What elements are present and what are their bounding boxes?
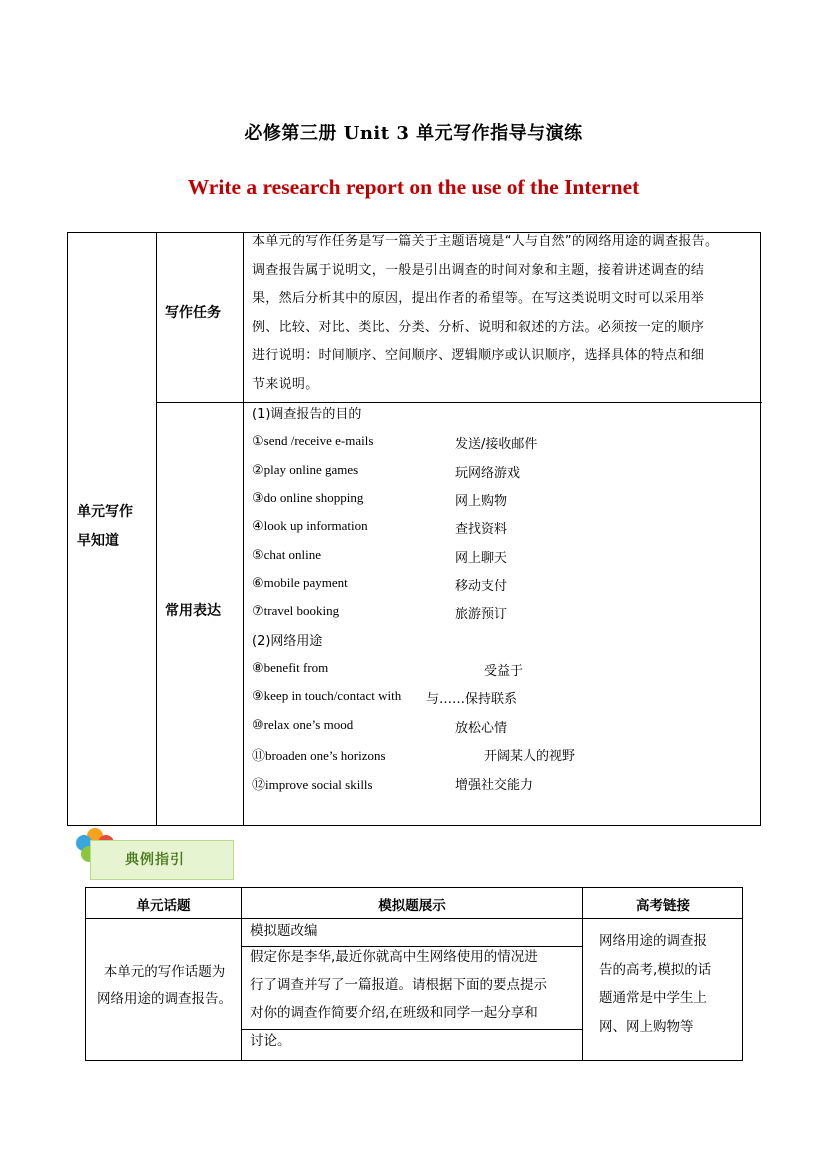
- list-item: ⑤chat online 网上聊天: [252, 547, 508, 566]
- section-purpose: (1)调查报告的目的: [252, 407, 362, 422]
- list-item: ⑧benefit from 受益于: [252, 660, 524, 679]
- unit-topic-text: 本单元的写作话题为 网络用途的调查报告。: [97, 964, 232, 1007]
- writing-task-label: 写作任务: [165, 305, 221, 321]
- common-expressions-label: 常用表达: [165, 603, 221, 619]
- list-item: ⑦travel booking 旅游预订: [252, 603, 508, 622]
- header-gaokao-link: 高考链接: [636, 898, 690, 914]
- mock-question-text: 假定你是李华,最近你就高中生网络使用的情况进 行了调查并写了一篇报道。请根据下面的要点提示 对你的调查作简要介绍,在班级和同学一起分享和 讨论。: [250, 949, 547, 1049]
- page-subtitle: Write a research report on the use of the Internet: [187, 175, 640, 199]
- list-item: ⑫improve social skills 增强社交能力: [252, 777, 534, 793]
- example-table: [85, 887, 743, 1061]
- section-uses: (2)网络用途: [252, 634, 323, 649]
- unit-writing-header: 单元写作 早知道: [77, 504, 133, 549]
- list-item: ②play online games 玩网络游戏: [252, 462, 521, 481]
- mock-question-title: 模拟题改编: [250, 923, 318, 939]
- page-title: 必修第三册 Unit 3 单元写作指导与演练: [244, 123, 583, 144]
- list-item: ⑥mobile payment 移动支付: [252, 575, 508, 594]
- writing-task-text: 本单元的写作任务是写一篇关于主题语境是“人与自然”的网络用途的调查报告。 调查报告属于说明文，一般是引出调查的时间对象和主题，接着讲述调查的结 果，然后分析其中的原因，提出作者的希望等。在写这类说明文时可以采用举 例、比较、对比、类比、分类、分析、说明和叙述的方法。必须按一定的顺序 进行说明：时间顺序、空间顺序、逻辑顺序或认识顺序，选择具体的特点和细 节来说明。: [252, 234, 719, 392]
- header-mock-question: 模拟题展示: [378, 898, 446, 914]
- list-item: ⑪broaden one’s horizons 开阔某人的视野: [252, 748, 576, 764]
- list-item: ③do online shopping 网上购物: [252, 490, 508, 509]
- list-item: ⑩relax one’s mood 放松心情: [252, 717, 508, 736]
- writing-guide-table: [67, 232, 761, 826]
- example-guide-logo: [72, 826, 234, 882]
- list-item: ①send /receive e-mails 发送/接收邮件: [252, 433, 538, 452]
- example-guide-label: 典例指引: [125, 852, 185, 868]
- header-unit-topic: 单元话题: [136, 898, 191, 914]
- gaokao-link-text: 网络用途的调查报 告的高考,模拟的话 题通常是中学生上 网、网上购物等: [599, 933, 712, 1035]
- list-item: ④look up information 查找资料: [252, 518, 508, 537]
- list-item: ⑨keep in touch/contact with 与……保持联系: [252, 688, 518, 707]
